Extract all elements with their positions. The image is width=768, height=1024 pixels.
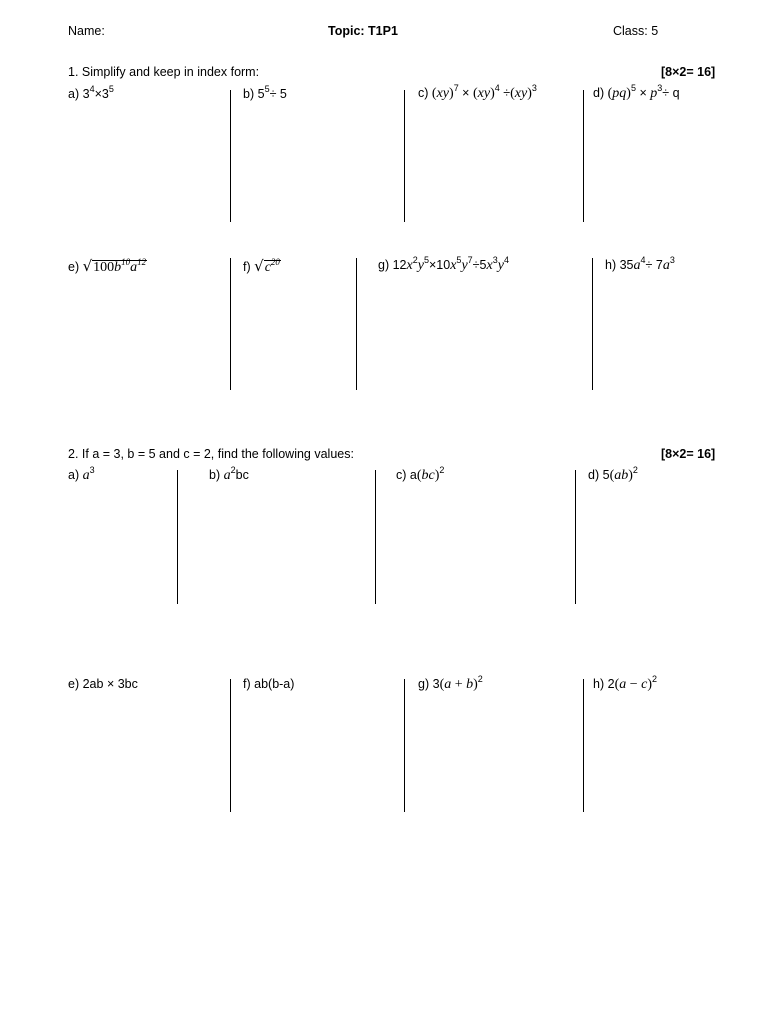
topic-label: Topic: T1P1 (328, 24, 398, 38)
answer-divider (404, 679, 405, 812)
question-label: a) (68, 87, 80, 101)
question-label: h) (605, 258, 617, 272)
question-expression: 5(ab)$^2$ (602, 465, 638, 483)
question-1c (418, 83, 537, 102)
answer-divider (356, 258, 357, 390)
question-2f (243, 677, 294, 691)
question-label: f) (243, 260, 251, 274)
question-label: c) (418, 86, 429, 100)
question-2e (68, 677, 138, 691)
question-2d (588, 465, 638, 484)
question-1a (68, 84, 114, 101)
answer-divider (592, 258, 593, 390)
answer-divider (404, 90, 405, 222)
question-1e (68, 257, 147, 275)
section1-instruction: 1. Simplify and keep in index form: (68, 65, 260, 79)
question-1b (243, 84, 287, 101)
question-label: b) (243, 87, 255, 101)
question-2g (418, 674, 483, 693)
section2-marks: [8×2= 16] (661, 447, 716, 461)
answer-divider (230, 258, 231, 390)
question-2b (209, 465, 249, 484)
answer-divider (583, 90, 584, 222)
question-expression: $a^3$ (82, 465, 95, 483)
question-label: f) (243, 677, 251, 691)
question-label: a) (68, 468, 80, 482)
question-label: d) (588, 468, 600, 482)
question-expression: $√c^{20}$ (254, 257, 280, 275)
question-1f (243, 257, 281, 275)
answer-divider (575, 470, 576, 604)
question-label: d) (593, 86, 605, 100)
answer-divider (177, 470, 178, 604)
question-expression: (xy)$^7$ × (xy)$^4$ ÷(xy)$^3$ (431, 83, 537, 101)
question-2a (68, 465, 95, 484)
answer-divider (230, 679, 231, 812)
question-2h (593, 674, 658, 693)
question-label: b) (209, 468, 221, 482)
section1-marks: [8×2= 16] (661, 65, 716, 79)
answer-divider (230, 90, 231, 222)
question-1g (378, 255, 509, 274)
question-expression: $3(a + b)^2$ (432, 674, 483, 692)
question-expression: ab(b-a) (254, 677, 295, 691)
class-label: Class: 5 (613, 24, 659, 38)
question-label: g) (418, 677, 430, 691)
question-2c (396, 465, 445, 484)
question-1d (593, 83, 680, 102)
question-label: h) (593, 677, 605, 691)
section2-instruction: 2. If a = 3, b = 5 and c = 2, find the following values: (68, 447, 354, 461)
question-expression: $5^5\div 5$ (257, 84, 287, 101)
question-expression: $(pq)^5 \times p^3\div q$ (607, 83, 680, 101)
question-expression: a(bc)$^2$ (409, 465, 445, 483)
question-expression: 2ab × 3bc (82, 677, 138, 691)
question-expression: $√100b^{10}a^{12}$ (82, 257, 147, 275)
question-label: e) (68, 260, 80, 274)
question-label: g) (378, 258, 390, 272)
question-expression: $3^4\times 3^5$ (82, 84, 114, 101)
question-expression: $a^2bc$ (223, 465, 249, 483)
name-label: Name: (68, 24, 105, 38)
question-1h (605, 255, 675, 274)
question-expression: $35a^4\div 7a^3$ (619, 255, 675, 273)
question-label: e) (68, 677, 80, 691)
question-expression: $12x^2y^5\times 10x^5y^7\div 5x^3y^4$ (392, 255, 509, 273)
question-label: c) (396, 468, 407, 482)
answer-divider (583, 679, 584, 812)
answer-divider (375, 470, 376, 604)
question-expression: $2(a - c)^2$ (607, 674, 658, 692)
